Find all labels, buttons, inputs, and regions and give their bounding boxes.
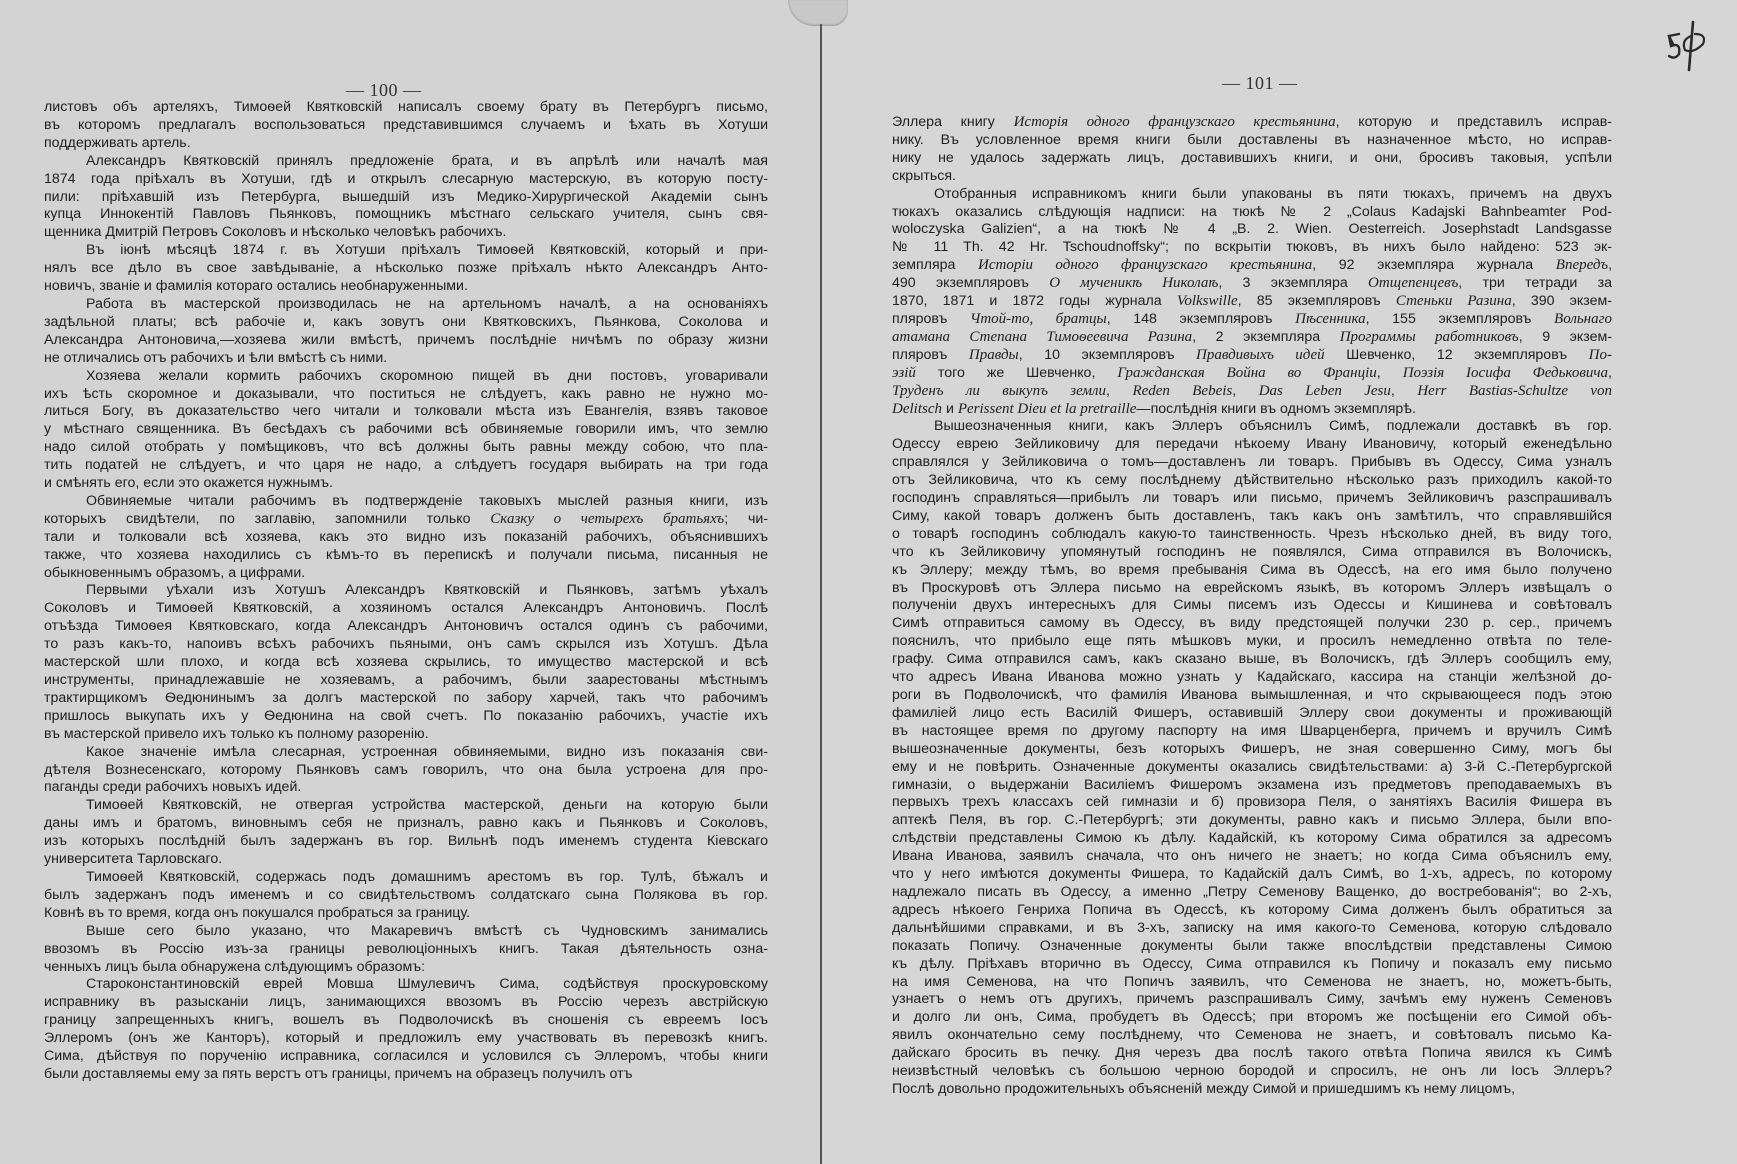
text-line: даны имъ и братомъ, виновнымъ себя не призналъ, равно какъ и Пьянковъ и Соколовъ, — [44, 815, 768, 832]
text-line: отъѣзда Тимоѳея Квятковскаго, когда Александръ Антоновичъ остался одинъ съ рабочими, — [44, 618, 768, 635]
paragraph — [44, 153, 768, 243]
text-line: 1874 года пріѣхалъ въ Хотуши, гдѣ и открылъ слесарную мастерскую, въ которую посту- — [44, 170, 768, 187]
book-title: Отщепенцевъ — [1368, 275, 1459, 292]
text-line: пляровъ Чтой-то, братцы, 148 экземпляровъ Пѣсенника, 155 экземпляровъ Вольнаго — [892, 310, 1612, 327]
text-line: адресъ нѣкоего Генриха Попича въ Одессѣ, къ которому Сима долженъ былъ обратиться за — [892, 901, 1612, 918]
text-line: также, что хозяева находились съ кѣмъ-то въ перепискѣ и получали письма, писанныя не — [44, 546, 768, 563]
paragraph — [44, 976, 768, 1083]
paragraph — [44, 744, 768, 798]
text-line: Эллера книгу Исторія одного французскаго крестьянина, которую и представилъ исправ- — [892, 114, 1612, 130]
book-title: Пѣсенника — [1295, 310, 1366, 327]
text-line: къ Эллеру; между тѣмъ, во время пребыванія Сима въ Одессѣ, на его имя было получено — [892, 561, 1612, 578]
text-line: полученіи двухъ интересныхъ для Симы писемъ изъ Одессы и Кишинева и совѣтовалъ — [892, 597, 1612, 614]
text-line: Симу, какой товаръ долженъ быть доставленъ, такъ какъ онъ замѣтилъ, что справлявшійся — [892, 507, 1612, 524]
book-title: Правдивыхъ идей — [1196, 346, 1325, 363]
paragraph — [892, 114, 1612, 186]
book-title: Исторія одного французскаго крестьянина — [1013, 114, 1336, 130]
text-line: Выше сего было указано, что Макаревичъ вмѣстѣ съ Чудновскимъ занимались — [86, 922, 768, 939]
text-line: Отобранныя исправникомъ книги были упакованы въ пяти тюкахъ, причемъ на двухъ — [934, 185, 1612, 202]
text-line: листовъ объ артеляхъ, Тимоѳей Квятковскій написалъ своему брату въ Петербургъ письмо, — [44, 99, 768, 115]
text-line: неизвѣстный человѣкъ съ большою черною бородой и спросилъ, не онъ ли Іосъ Эллеръ? — [892, 1063, 1612, 1080]
text-line: пляровъ Правды, 10 экземпляровъ Правдивыхъ идей Шевченко, 12 экземпляровъ По- — [892, 346, 1612, 363]
book-title: Стеньки Разина — [1395, 293, 1512, 310]
text-line: обыкновеннымъ образомъ, а цифрами. — [44, 564, 306, 581]
text-line: Послѣ довольно продожительныхъ объясненій между Симой и пришедшимъ къ нему лицомъ, — [892, 1080, 1516, 1097]
text-line: которыхъ свидѣтели, по заглавію, запомнили только Сказку о четырехъ братьяхъ; чи- — [44, 510, 768, 527]
book-title: эзій — [892, 364, 916, 381]
text-line: Обвиняемые читали рабочимъ въ подтвержденіе таковыхъ мыслей разныя книги, изъ — [86, 492, 768, 509]
text-line: тюкахъ оказались слѣдующія надписи: на тюкѣ № 2 „Colaus Kadajski Bahnbeamter Pod- — [892, 203, 1612, 220]
text-line: тить податей не слѣдуетъ, и что царя не надо, а слѣдуетъ государя выбирать на три года — [44, 457, 768, 474]
text-line: инструменты, принадлежавшіе не хозяевамъ, а рабочимъ, были заарестованы мѣстнымъ — [44, 672, 768, 688]
book-title: Поэзія Іосифа Федьковича — [1402, 364, 1609, 381]
text-line: что у него имѣются документы Фишера, то Кадайскій далъ Симѣ, во 1-хъ, адресъ, по которому — [892, 866, 1612, 883]
paragraph — [44, 869, 768, 923]
text-line: литься Богу, въ доказательство чего читали и толковали мѣста изъ Евангелія, взявъ таковое — [44, 403, 768, 420]
page-number: — 100 — — [346, 80, 422, 100]
text-line: и долго ли онъ, Сима, пробудетъ въ Одессѣ; при второмъ же посѣщеніи его Симой объ- — [892, 1009, 1612, 1026]
book-title: Труденъ ли выкупъ земли — [892, 382, 1106, 399]
right-page — [822, 0, 1737, 1164]
handwritten-folio-mark — [1663, 14, 1713, 74]
book-title: атамана Степана Тимоѳеевича Разина — [892, 328, 1193, 345]
text-line: Тимоѳей Квятковскій, не отвергая устройства мастерской, деньги на которую были — [86, 797, 768, 814]
text-line: Тимоѳей Квятковскій, содержась подъ домашнимъ арестомъ въ гор. Тулѣ, бѣжалъ и — [86, 868, 768, 885]
handwritten-mark-icon — [1663, 14, 1713, 74]
text-line: у мѣстнаго священника. Въ бесѣдахъ съ рабочими всѣ обвиняемые говорили имъ, что землю — [44, 421, 768, 438]
text-line: первыхъ трехъ классахъ сей гимназіи и б) провизора Пеля, о занятіяхъ Василія Фишера въ — [892, 794, 1612, 811]
text-line: поддерживать артель. — [44, 134, 191, 151]
text-line: купца Иннокентій Павловъ Пьянковъ, помощникъ мѣстнаго сельскаго учителя, сынъ свя- — [44, 206, 768, 223]
text-line: Delitsch и Perissent Dieu et la pretraille—послѣднія книги въ одномъ экземплярѣ. — [892, 400, 1416, 417]
book-title: Reden Bebeis — [1132, 382, 1233, 399]
page-number: — 101 — — [1222, 73, 1298, 93]
page-body — [892, 114, 1612, 1099]
paragraph — [44, 582, 768, 743]
text-line: гимназіи, о выдержаніи Василіемъ Фишеромъ экзамена изъ предметовъ преподаваемыхъ въ — [892, 776, 1612, 793]
text-line: Соколовъ и Тимоѳей Квятковскій, а хозяиномъ остался Александръ Антоновичъ. Послѣ — [44, 600, 768, 617]
text-line: ввозомъ въ Россію изъ-за границы революціонныхъ книгъ. Такая дѣятельность озна- — [44, 940, 768, 957]
book-title: По- — [1588, 346, 1612, 363]
text-line: слѣдствіи представлены Симою къ дѣлу. Кадайскій, къ которому Сима обратился за адресомъ — [892, 830, 1612, 847]
left-page — [0, 0, 821, 1164]
paragraph — [44, 493, 768, 583]
text-line: дѣтеля Вознесенскаго, которому Пьянковъ самъ говорилъ, что она была устроена для про- — [44, 761, 768, 778]
text-line: въ настоящее время по другому паспорту на имя Шварценберга, причемъ и вручилъ Симѣ — [892, 722, 1612, 739]
text-line: исправнику въ разысканіи лицъ, занимающихся ввозомъ въ Россію черезъ австрійскую — [44, 994, 768, 1011]
text-line: господинъ справляться—прибылъ ли товаръ или письмо, причемъ Зейликовичъ разспрашивалъ — [892, 490, 1612, 507]
text-line: Сима, дѣйствуя по порученію исправника, согласился и условился съ Эллеромъ, чтобы книги — [44, 1048, 768, 1065]
paragraph — [44, 296, 768, 368]
text-line: эзій того же Шевченко, Гражданская Война во Франціи, Поэзія Іосифа Федьковича, — [892, 364, 1612, 381]
text-line: надо силой отобрать у помѣщиковъ, что всѣ должны быть равны между собою, что пла- — [44, 439, 768, 456]
book-title: Volkswille — [1176, 293, 1238, 310]
text-line: узнаетъ о немъ отъ другихъ, причемъ разспрашивалъ Симу, зачѣмъ ему нуженъ Семеновъ — [892, 991, 1612, 1008]
text-line: паганды среди рабочихъ новыхъ идей. — [44, 779, 302, 796]
text-line: Какое значеніе имѣла слесарная, устроенная обвиняемыми, видно изъ показанія сви- — [86, 743, 768, 760]
text-line: графу. Сима отправился самъ, какъ сказано выше, въ Волочискъ, гдѣ Эллеръ сообщилъ ему, — [892, 651, 1612, 668]
text-line: о товарѣ господинъ соблюдалъ какую-то таинственность. Чрезъ нѣсколько дней, въ виду того, — [892, 525, 1612, 542]
text-line: что къ Зейликовичу упомянутый господинъ не появлялся, Сима отправился въ Волочискъ, — [892, 543, 1612, 560]
text-line: Александръ Квятковскій принялъ предложеніе брата, и въ апрѣлѣ или началѣ мая — [86, 152, 768, 169]
text-line: Первыми уѣхали изъ Хотушъ Александръ Квятковскій и Пьянковъ, затѣмъ уѣхалъ — [86, 582, 768, 599]
book-title: Чтой-то, братцы — [969, 310, 1107, 327]
text-line: показать Попичу. Означенные документы были также впослѣдствіи представлены Симою — [892, 937, 1612, 954]
book-title: Perissent Dieu et la pretraille — [957, 400, 1137, 417]
text-line: 1870, 1871 и 1872 годы журнала Volkswille, 85 экземпляровъ Стеньки Разина, 390 экзем- — [892, 293, 1612, 310]
paragraph — [44, 242, 768, 296]
text-line: № 11 Th. 42 Hr. Tschoudnoffsky“; по вскрытіи тюковъ, въ нихъ было найдено: 523 эк- — [892, 239, 1612, 256]
text-line: справлялся у Зейликовича о томъ—доставленъ ли товаръ. Прибывъ въ Одессу, Сима узналъ — [892, 454, 1612, 471]
text-line: нику. Въ условленное время книги были доставлены въ назначенное мѣсто, но исправ- — [892, 131, 1612, 148]
text-line: Хозяева желали кормить рабочихъ скоромною пищей въ дни постовъ, уговаривали — [86, 367, 768, 384]
paragraph — [892, 186, 1612, 419]
text-line: Вышеозначенныя книги, какъ Эллеръ объяснилъ Симѣ, подлежали доставкѣ въ гор. — [934, 418, 1612, 435]
text-line: пили: пріѣхавшій изъ Петербурга, вышедшій изъ Медико-Хирургической Академіи сынъ — [44, 188, 768, 205]
text-line: въ Проскуровѣ отъ Эллера письмо на еврейскомъ языкѣ, въ которомъ Эллеръ извѣщалъ о — [892, 579, 1612, 596]
paragraph — [44, 923, 768, 977]
text-line: woloczyska Galizien“, а на тюкѣ № 4 „B. 2. Wien. Oesterreich. Josephstadt Landsgasse — [892, 221, 1612, 238]
text-line: университета Тарловскаго. — [44, 851, 223, 868]
book-title: Das Leben Jesu — [1258, 382, 1391, 399]
text-line: тали и толковали всѣ хозяева, какъ это видно изъ показаній рабочихъ, объяснившихъ — [44, 528, 768, 545]
text-line: Эллеромъ (онъ же Канторъ), который и предложилъ ему участвовать въ перевозкѣ книгъ. — [44, 1030, 768, 1047]
text-line: трактирщикомъ Ѳедюнинымъ за долгъ мастерской по забору харчей, такъ что рабочимъ — [44, 689, 768, 706]
text-line: мастерской шли плохо, и когда всѣ хозяева скрылись, то имущество мастерской и всѣ — [44, 654, 768, 671]
paragraph — [44, 797, 768, 869]
text-line: аптекѣ Пеля, въ гор. С.-Петербургѣ; эти документы, равно какъ и письмо Эллера, были впо- — [892, 812, 1612, 829]
book-title: Впередъ — [1555, 257, 1609, 274]
text-line: задѣльной платы; всѣ рабочіе и, какъ зовутъ они Квятковскихъ, Пьянкова, Соколова и — [44, 313, 768, 330]
book-title: Программы работниковъ — [1339, 328, 1519, 345]
text-line: къ дѣлу. Пріѣхавъ вторично въ Одессу, Сима отправился къ Попичу и показалъ ему письмо — [892, 955, 1612, 972]
text-line: Работа въ мастерской производилась не на артельномъ началѣ, а на основаніяхъ — [86, 295, 768, 312]
text-line: Труденъ ли выкупъ земли, Reden Bebeis, Das Leben Jesu, Herr Bastias-Schultze von — [892, 382, 1612, 399]
book-spine — [820, 24, 822, 1164]
book-title: Исторіи одного французскаго крестьянина — [978, 257, 1313, 274]
text-line: явилъ окончательно сему послѣднему, что Семенова не знаетъ, и совѣтовалъ письмо Ка- — [892, 1027, 1612, 1044]
book-title: Сказку о четырехъ братьяхъ — [490, 510, 725, 527]
text-line: изъ которыхъ послѣдній былъ задержанъ въ гор. Вильнѣ подъ именемъ студента Кіевскаго — [44, 833, 768, 850]
text-line: нику не удалось задержать лицъ, доставившихъ книги, и они, бросивъ таковыя, успѣли — [892, 149, 1612, 166]
text-line: были доставляемы ему за пять верстъ отъ границы, причемъ на образецъ получилъ отъ — [44, 1065, 633, 1082]
text-line: нялъ все дѣло въ свое завѣдываніе, а нѣсколько позже пріѣхалъ нѣкто Александръ Анто- — [44, 260, 768, 277]
text-line: пояснилъ, что прибыло еще пять мѣшковъ муки, и просилъ немедленно отвѣта по теле- — [892, 633, 1612, 650]
text-line: новичъ, званіе и фамилія котораго остались необнаруженными. — [44, 278, 468, 295]
book-title: Herr Bastias-Schultze von — [1417, 382, 1612, 399]
text-line: дайскаго бросить въ печку. Дня черезъ два послѣ такого отвѣта Попича явился къ Симѣ — [892, 1045, 1612, 1062]
book-title: Гражданская Война во Франціи — [1117, 364, 1377, 381]
page-body — [44, 99, 768, 1084]
text-line: то разъ какъ-то, напоивъ всѣхъ рабочихъ пьяными, онъ самъ скрылся изъ Хотушъ. Дѣла — [44, 636, 768, 653]
text-line: надлежало писать въ Одессу, а именно „Петру Семенову Ващенко, до востребованія“; во 2-хъ, — [892, 883, 1612, 900]
text-line: Ивана Иванова, заявилъ сначала, что онъ ничего не знаетъ; но когда Сима объяснилъ ему, — [892, 848, 1612, 865]
text-line: дальнѣйшими справками, и въ 3-хъ, записку на имя какого-то Семенова, которую слѣдовало — [892, 919, 1612, 936]
book-title: Delitsch — [892, 400, 942, 417]
paragraph — [892, 418, 1612, 1098]
paragraph — [44, 99, 768, 153]
text-line: на имя Семенова, на что Попичъ заявилъ, что Семенова не знаетъ, но, можетъ-быть, — [892, 973, 1612, 990]
text-line: земпляра Исторіи одного французскаго крестьянина, 92 экземпляра журнала Впередъ, — [892, 257, 1613, 274]
text-line: фамиліей лицо есть Василій Фишеръ, оставившій Эллеру свои документы и проживающій — [892, 704, 1612, 721]
text-line: границу запрещенныхъ книгъ, вошелъ въ Подволочискѣ въ сношенія съ евреемъ Іосъ — [44, 1012, 768, 1029]
text-line: Александра Антоновича,—хозяева жили вмѣстѣ, причемъ послѣдніе ничѣмъ по образу жизни — [44, 331, 768, 348]
paragraph — [44, 368, 768, 493]
text-line: скрыться. — [892, 167, 956, 184]
text-line: пришлось выкупать ихъ у Ѳедюнина на свой счетъ. По показанію рабочихъ, участіе ихъ — [44, 707, 768, 724]
text-line: роги въ Подволочискѣ, что фамилія Иванова вымышленная, и что скрывающееся подъ этою — [892, 687, 1612, 703]
text-line: въ которомъ предлагалъ воспользоваться представившимся случаемъ и ѣхать въ Хотуши — [44, 116, 768, 133]
text-line: былъ задержанъ подъ именемъ и со свидѣтельствомъ солдатскаго сына Полякова въ гор. — [44, 886, 768, 903]
text-line: Въ іюнѣ мѣсяцѣ 1874 г. въ Хотуши пріѣхалъ Тимоѳей Квятковскій, который и при- — [86, 242, 768, 259]
text-line: и смѣнять его, если это окажется нужнымъ. — [44, 475, 333, 492]
text-line: Ковнѣ въ то время, когда онъ покушался пробраться за границу. — [44, 904, 471, 921]
text-line: ченныхъ лицъ была обнаружена слѣдующимъ образомъ: — [44, 958, 426, 975]
text-line: 490 экземпляровъ О мученикѣ Николаѣ, 3 экземпляра Отщепенцевъ, три тетради за — [892, 275, 1612, 292]
text-line: ему и не повѣрить. Означенные документы оказались свидѣтельствами: а) 3-й С.-Петербургской — [892, 758, 1612, 775]
text-line: вышеозначенные документы, безъ которыхъ Фишеръ, не зная совершенно Симу, могъ бы — [892, 740, 1612, 757]
text-line: въ мастерской привело ихъ только къ полному разоренію. — [44, 725, 429, 742]
text-line: Одессу еврею Зейликовичу для передачи нѣкоему Ивану Ивановичу, который еженедѣльно — [892, 436, 1612, 453]
text-line: Староконстантиновскій еврей Мовша Шмулевичъ Сима, содѣйствуя проскуровскому — [86, 976, 768, 993]
text-line: ихъ ѣсть скоромное и доказывали, что поститься не слѣдуетъ, какъ равно не нужно мо- — [44, 385, 768, 402]
text-line: щенника Дмитрій Петровъ Соколовъ и нѣсколько человѣкъ рабочихъ. — [44, 224, 507, 241]
text-line: отъ Зейликовича, что къ сему послѣднему дѣйствительно нѣсколько разъ приходилъ какой-то — [892, 472, 1612, 489]
book-title: О мученикѣ Николаѣ — [1049, 275, 1219, 292]
text-line: атамана Степана Тимоѳеевича Разина, 2 экземпляра Программы работниковъ, 9 экзем- — [892, 328, 1612, 345]
text-line: Симѣ отправиться самому въ Одессу, въ виду предстоящей получки 230 р. сер., причемъ — [892, 615, 1612, 632]
text-line: не отличались отъ рабочихъ и ѣли вмѣстѣ съ ними. — [44, 349, 388, 366]
book-title: Правды — [968, 346, 1019, 363]
text-line: что адресъ Ивана Иванова можно узнать у Кадайскаго, кассира на станціи желѣзной до- — [892, 669, 1612, 686]
book-title: Вольнаго — [1554, 310, 1612, 327]
